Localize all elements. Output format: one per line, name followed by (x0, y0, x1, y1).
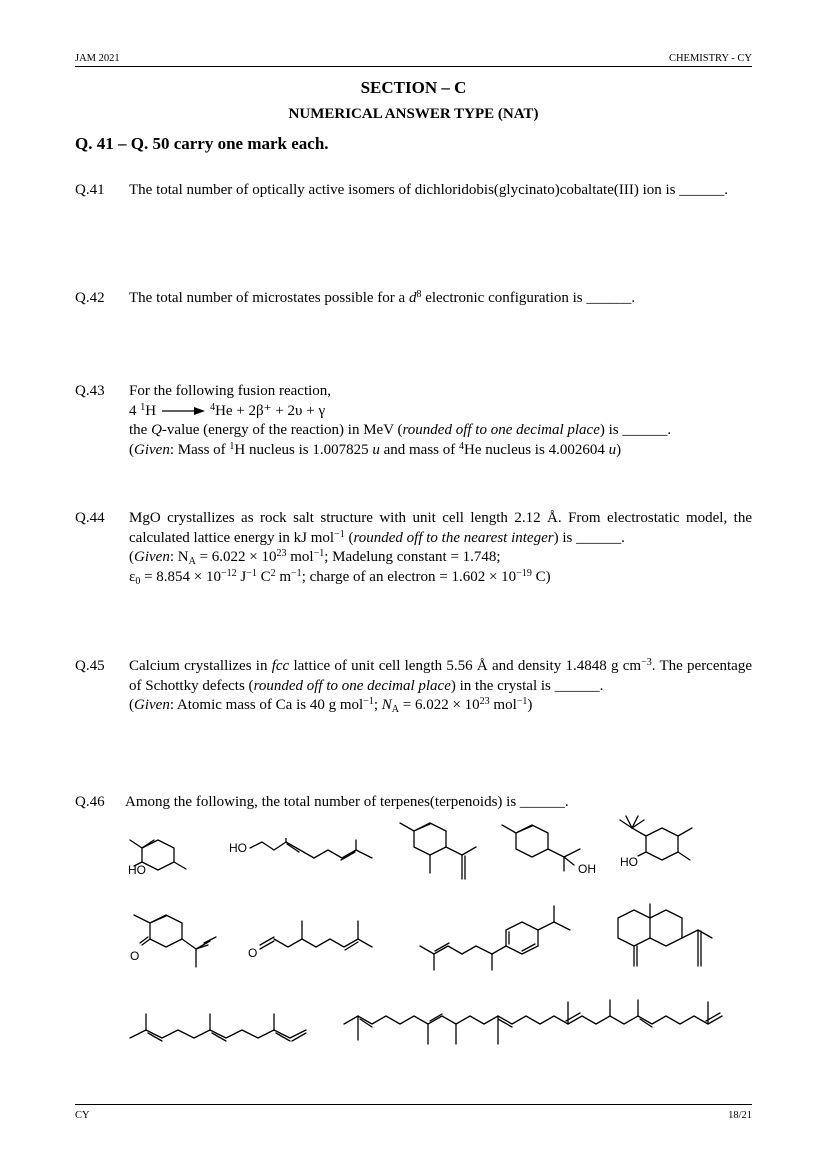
structure-terpene-3 (396, 815, 486, 883)
question-text: Calcium crystallizes in fcc lattice of unit cell length 5.56 Å and density 1.4848 g $cm^{-3}$. The percentage of Schottky defects (rounded off to one decimal place) in the crystal is ______. (Given: Atomic mass of Ca is 40 g mol$^{-1}$; $N_A = 6.022 \times 10^{23}$ mol$^{-1}$) (129, 657, 752, 715)
structure-citronellal (246, 915, 396, 965)
structure-menthol (122, 828, 222, 886)
question-text: Among the following, the total number of terpenes(terpenoids) is ______. (125, 794, 569, 810)
header-subject: CHEMISTRY - CY (668, 53, 752, 64)
question-text: The total number of microstates possible for a $d^8$ electronic configuration is ______. (129, 289, 636, 306)
oxygen-label: O (130, 949, 140, 963)
question-text: MgO crystallizes as rock salt structure with unit cell length 2.12 Å. From electrostatic model, the calculated lattice energy in kJ mol$^{-1}$ (rounded off to the nearest integer) is ______. (Given: $N_A = 6.022 \times 10^{23}$ mol$^{-1}$; Madelung constant = 1.748; $\varepsilon_0 = 8.854 \times 10^{-12}$ $J^{-1}$ $C^2$ $m^{-1}$; charge of an electron = $1.602 \times 10^{-19}$ C) (129, 510, 752, 587)
hydroxyl-label: HO (229, 841, 247, 855)
given-data-constants: $\varepsilon_0 = 8.854 \times 10^{-12}$ $J^{-1}$ $C^2$ $m^{-1}$; charge of an electron = $1.602 \times 10^{-19}$ C) (129, 567, 551, 587)
structure-terpene-9 (606, 900, 726, 980)
oxygen-label: O (248, 946, 258, 960)
question-number: Q.46 (75, 794, 105, 810)
marks-note: Q. 41 – Q. 50 carry one mark each. (75, 134, 329, 153)
structure-squalene (340, 992, 740, 1056)
reaction-arrow-icon (160, 406, 206, 416)
question-41 (75, 181, 752, 201)
given-data: (Given: Mass of $^1$H nucleus is 1.007825 u and mass of $^4$He nucleus is 4.002604 u) (129, 440, 622, 458)
section-subtitle: NUMERICAL ANSWER TYPE (NAT) (288, 106, 539, 122)
header-rule (75, 66, 752, 67)
section-title: SECTION – C (360, 78, 467, 97)
question-number: Q.43 (75, 383, 105, 399)
structure-terpene-5 (616, 802, 716, 870)
question-text: For the following fusion reaction, 4 $^1$H $^4$He + 2β⁺ + 2υ + γ the Q-value (energy of the reaction) in MeV (rounded off to one decimal place) is ______. (Given: Mass of $^1$H nucleus is 1.007825 u and mass of $^4$He nucleus is 4.002604 u) (129, 382, 752, 460)
footer-rule (75, 1104, 752, 1105)
header-exam-name: JAM 2021 (75, 53, 120, 64)
question-number: Q.42 (75, 290, 105, 306)
structure-geraniol (228, 838, 388, 872)
question-number: Q.45 (75, 658, 105, 674)
question-number: Q.41 (75, 182, 105, 198)
question-42 (75, 289, 752, 309)
given-data: (Given: $N_A = 6.022 \times 10^{23}$ mol$^{-1}$; Madelung constant = 1.748; (129, 548, 501, 567)
page-number: 18/21 (728, 1110, 752, 1121)
footer-paper-code: CY (75, 1110, 90, 1121)
hydroxyl-label: HO (128, 863, 146, 877)
fusion-reaction: 4 $^1$H $^4$He + 2β⁺ + 2υ + γ (129, 401, 326, 419)
structure-terpineol (498, 815, 598, 879)
question-45 (75, 657, 752, 716)
structure-farnesene (126, 1002, 326, 1048)
question-text: The total number of optically active isomers of dichloridobis(glycinato)cobaltate(III) ion is ______. (129, 182, 728, 198)
question-43 (75, 382, 752, 460)
structure-carvone (128, 905, 228, 977)
structure-terpene-8 (416, 896, 596, 978)
given-data: (Given: Atomic mass of Ca is 40 g mol$^{-1}$; $N_A = 6.022 \times 10^{23}$ mol$^{-1}$) (129, 696, 533, 715)
hydroxyl-label: OH (578, 862, 596, 876)
question-44 (75, 509, 752, 587)
hydroxyl-label: HO (620, 855, 638, 869)
question-number: Q.44 (75, 510, 105, 526)
